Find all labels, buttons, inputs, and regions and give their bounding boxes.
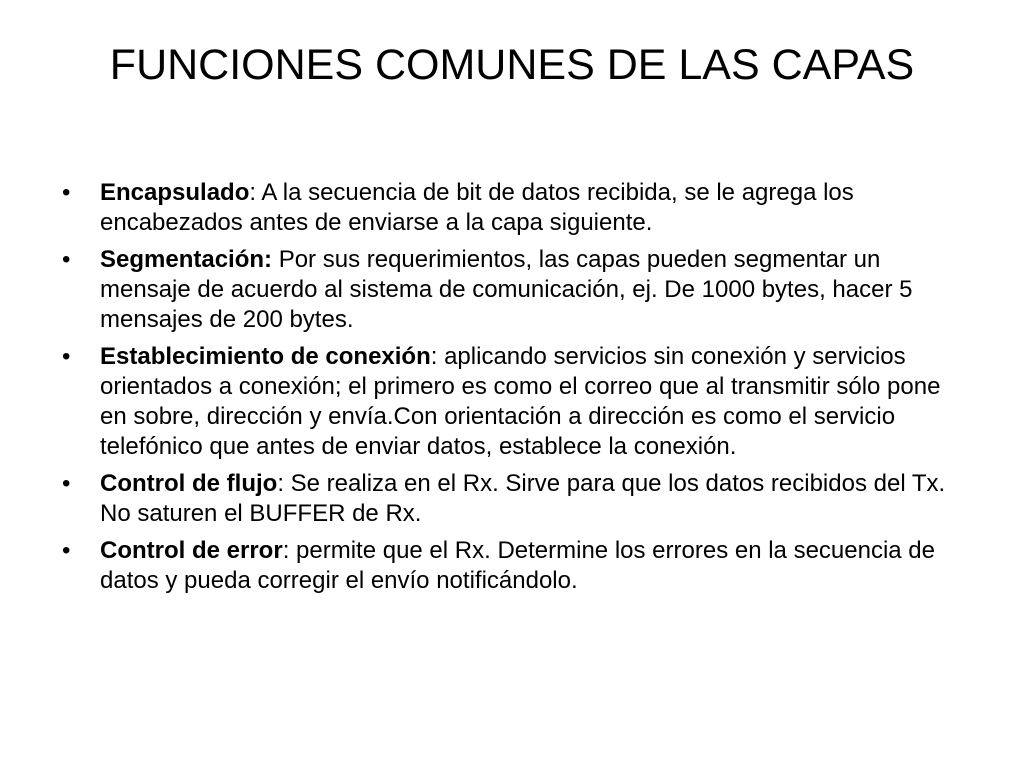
description-encapsulado: : A la secuencia de bit de datos recibida, se le agrega los encabezados antes de enviarse a la capa siguiente. (100, 179, 854, 236)
list-item-establecimiento (62, 342, 962, 462)
list-item-control-flujo (62, 469, 962, 529)
list-item-control-error (62, 536, 962, 596)
description-segmentacion: Por sus requerimientos, las capas pueden segmentar un mensaje de acuerdo al sistema de comunicación, ej. De 1000 bytes, hacer 5 mensajes de 200 bytes. (100, 246, 913, 333)
description-establecimiento: : aplicando servicios sin conexión y servicios orientados a conexión; el primero es como el correo que al transmitir sólo pone en sobre, dirección y envía.Con orientación a dirección es como el servicio telefónico que antes de enviar datos, establece la conexión. (100, 343, 941, 460)
list-item-encapsulado (62, 178, 962, 238)
bullet-dot-icon: • (62, 179, 71, 206)
bullet-dot-icon: • (62, 246, 71, 273)
bullet-list (62, 178, 962, 603)
description-control-flujo: : Se realiza en el Rx. Sirve para que los datos recibidos del Tx. No saturen el BUFFER de Rx. (100, 470, 946, 527)
term-control-error: Control de error (100, 537, 283, 564)
term-establecimiento: Establecimiento de conexión (100, 343, 431, 370)
description-control-error: : permite que el Rx. Determine los errores en la secuencia de datos y pueda corregir el envío notificándolo. (100, 537, 935, 594)
slide-title: FUNCIONES COMUNES DE LAS CAPAS (109, 41, 915, 89)
term-encapsulado: Encapsulado (100, 179, 250, 206)
list-item-segmentacion (62, 245, 962, 335)
term-control-flujo: Control de flujo (100, 470, 278, 497)
term-segmentacion: Segmentación: (100, 246, 273, 273)
bullet-dot-icon: • (62, 343, 71, 370)
bullet-dot-icon: • (62, 470, 71, 497)
bullet-dot-icon: • (62, 537, 71, 564)
